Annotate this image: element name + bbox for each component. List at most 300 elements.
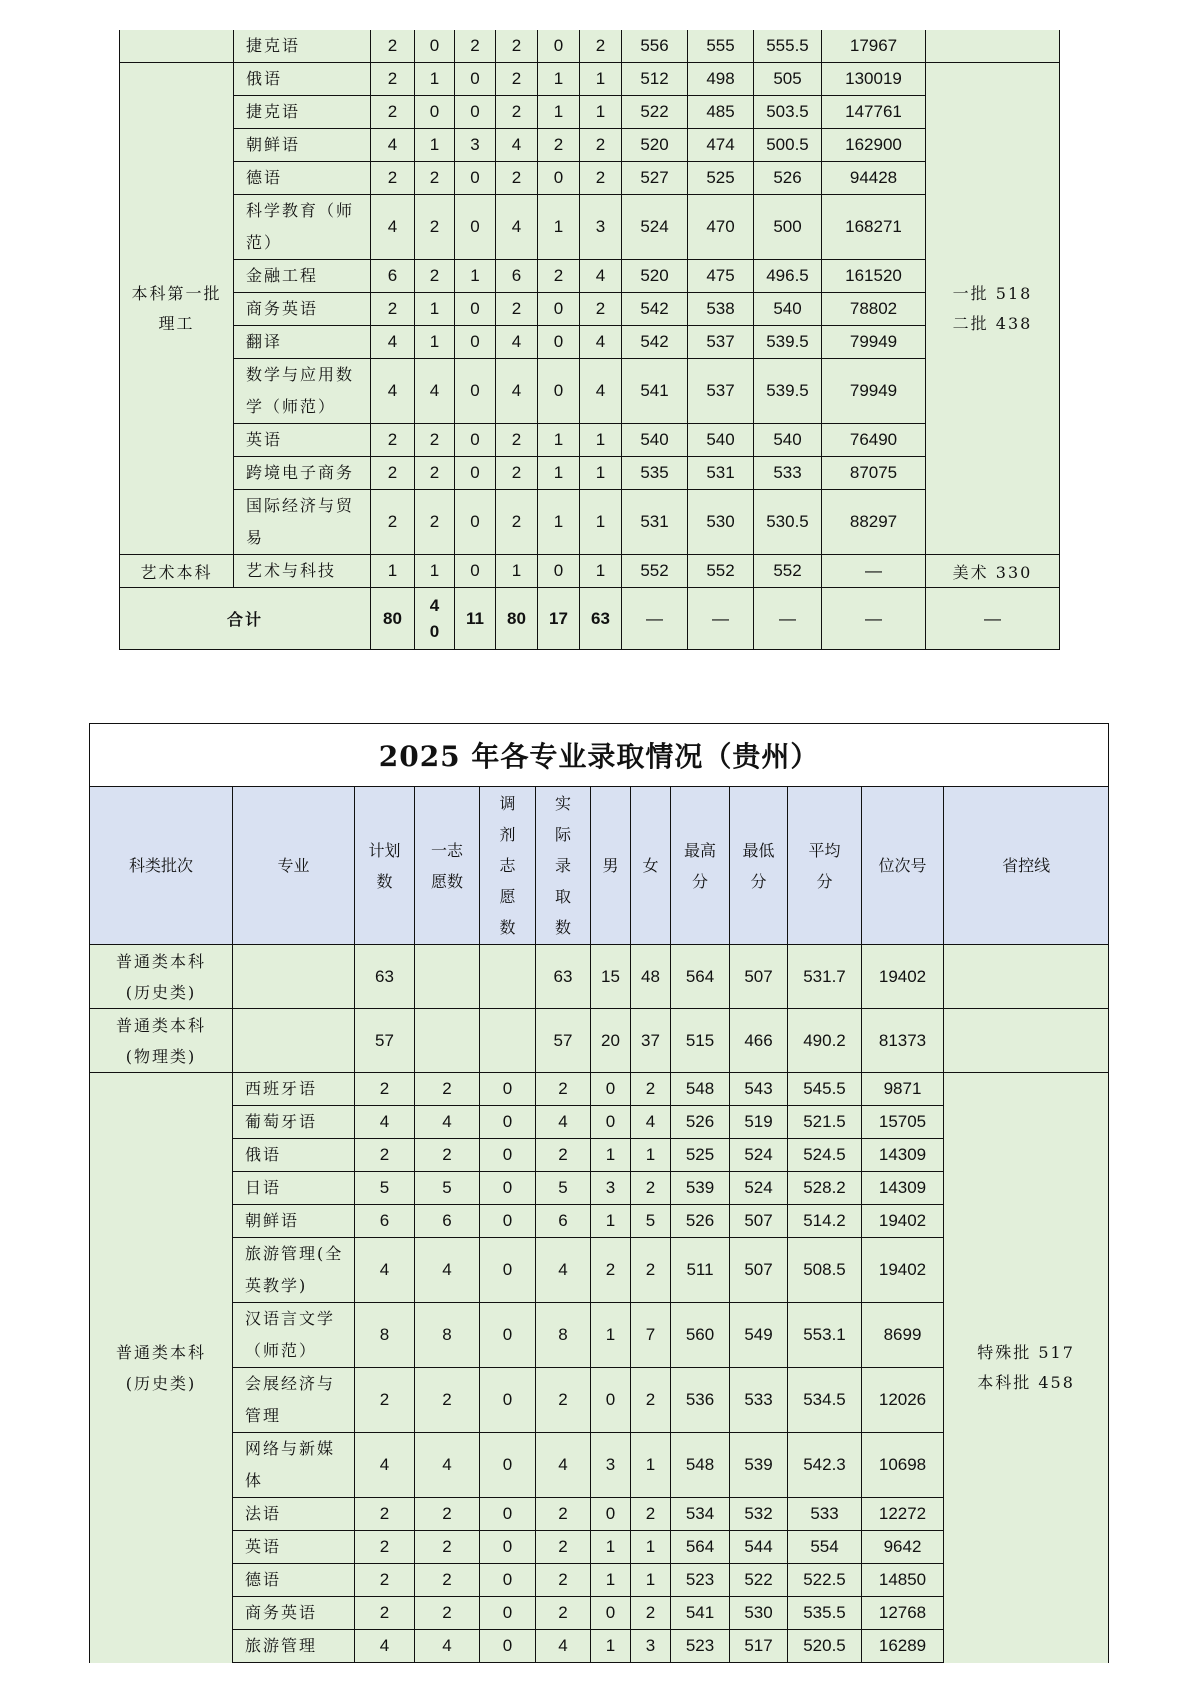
avg-total-cell: —: [754, 588, 822, 650]
actual-cell: 4: [536, 1630, 591, 1663]
rank-cell: 12026: [862, 1368, 944, 1433]
plan-cell: 63: [355, 945, 415, 1009]
min-cell: 524: [730, 1139, 788, 1172]
male-cell: 20: [591, 1009, 631, 1073]
actual-cell: 4: [496, 195, 538, 260]
major-cell: [233, 945, 355, 1009]
major-cell: 翻译: [234, 326, 371, 359]
category-cell: 普通类本科(历史类): [90, 945, 233, 1009]
max-cell: 541: [671, 1597, 730, 1630]
adjust-cell: 0: [480, 1205, 536, 1238]
max-cell: 564: [671, 1531, 730, 1564]
first-cell: 4: [415, 1238, 480, 1303]
major-cell: 英语: [234, 424, 371, 457]
adjust-cell: 0: [455, 63, 496, 96]
header-male: 男: [591, 787, 631, 945]
first-cell: 2: [415, 1368, 480, 1433]
min-cell: 538: [688, 293, 754, 326]
adjust-cell: 0: [480, 1106, 536, 1139]
table-row: [120, 162, 1060, 195]
male-cell: 1: [591, 1531, 631, 1564]
avg-cell: 508.5: [788, 1238, 862, 1303]
table-row-art: [120, 555, 1060, 588]
adjust-cell: 0: [480, 1433, 536, 1498]
plan-cell: 4: [355, 1238, 415, 1303]
plan-cell: 4: [355, 1630, 415, 1663]
min-total-cell: —: [688, 588, 754, 650]
rank-cell: 87075: [822, 457, 926, 490]
female-cell: 1: [580, 490, 622, 555]
min-cell: 474: [688, 129, 754, 162]
first-cell: 8: [415, 1303, 480, 1368]
max-cell: 531: [622, 490, 688, 555]
avg-cell: 526: [754, 162, 822, 195]
male-cell: 0: [538, 293, 580, 326]
actual-cell: 6: [496, 260, 538, 293]
female-cell: 2: [631, 1597, 671, 1630]
plan-cell: 2: [371, 162, 415, 195]
max-cell: 552: [622, 555, 688, 588]
admission-table-guizhou: [89, 723, 1109, 1663]
max-cell: 525: [671, 1139, 730, 1172]
first-cell: 1: [415, 63, 455, 96]
summary-row: [90, 1009, 1109, 1073]
category-cell: 普通类本科(历史类): [90, 1073, 233, 1663]
min-cell: 498: [688, 63, 754, 96]
male-cell: 15: [591, 945, 631, 1009]
table-row: [120, 129, 1060, 162]
min-cell: 549: [730, 1303, 788, 1368]
actual-cell: 8: [536, 1303, 591, 1368]
adjust-cell: 0: [480, 1139, 536, 1172]
avg-cell: 542.3: [788, 1433, 862, 1498]
avg-cell: 533: [754, 457, 822, 490]
table-row: [120, 457, 1060, 490]
plan-cell: 4: [371, 359, 415, 424]
rank-cell: 81373: [862, 1009, 944, 1073]
major-cell: 朝鲜语: [234, 129, 371, 162]
female-cell: 48: [631, 945, 671, 1009]
actual-cell: 57: [536, 1009, 591, 1073]
first-cell: 2: [415, 490, 455, 555]
max-cell: 524: [622, 195, 688, 260]
table-title-row: [90, 724, 1109, 787]
female-cell: 2: [631, 1073, 671, 1106]
avg-cell: 505: [754, 63, 822, 96]
min-cell: 543: [730, 1073, 788, 1106]
first-cell: 2: [415, 424, 455, 457]
max-cell: 536: [671, 1368, 730, 1433]
min-cell: 470: [688, 195, 754, 260]
actual-cell: 6: [536, 1205, 591, 1238]
category-cell: [120, 63, 234, 555]
avg-cell: 530.5: [754, 490, 822, 555]
first-cell: 4: [415, 1106, 480, 1139]
header-adjust-text: 调剂志愿数: [499, 794, 516, 937]
rank-cell: 10698: [862, 1433, 944, 1498]
major-cell: 跨境电子商务: [234, 457, 371, 490]
actual-cell: 2: [496, 162, 538, 195]
actual-cell: 2: [496, 293, 538, 326]
rank-cell: 16289: [862, 1630, 944, 1663]
female-cell: 1: [580, 96, 622, 129]
actual-cell: 2: [536, 1139, 591, 1172]
header-first: [415, 787, 480, 945]
female-cell: 2: [580, 293, 622, 326]
min-cell: 537: [688, 359, 754, 424]
major-cell: 葡萄牙语: [233, 1106, 355, 1139]
max-cell: 535: [622, 457, 688, 490]
actual-cell: 2: [536, 1564, 591, 1597]
male-cell: 0: [538, 555, 580, 588]
header-plan: [355, 787, 415, 945]
first-cell: 2: [415, 457, 455, 490]
plan-cell: 6: [371, 260, 415, 293]
major-cell: 网络与新媒体: [233, 1433, 355, 1498]
male-cell: 2: [538, 129, 580, 162]
adjust-cell: 0: [455, 195, 496, 260]
rank-cell: 14309: [862, 1172, 944, 1205]
plan-cell: 2: [355, 1597, 415, 1630]
rank-cell: 17967: [822, 30, 926, 63]
female-cell: 4: [580, 359, 622, 424]
max-cell: 540: [622, 424, 688, 457]
first-cell: 2: [415, 195, 455, 260]
table-title: 2025 年各专业录取情况（贵州）: [90, 724, 1109, 787]
rank-cell: 147761: [822, 96, 926, 129]
plan-cell: 4: [371, 326, 415, 359]
major-cell: 德语: [233, 1564, 355, 1597]
major-cell: 捷克语: [234, 96, 371, 129]
adjust-cell: 0: [480, 1368, 536, 1433]
avg-cell: 531.7: [788, 945, 862, 1009]
rank-cell: 14850: [862, 1564, 944, 1597]
rank-cell: 12768: [862, 1597, 944, 1630]
max-cell: 522: [622, 96, 688, 129]
header-first-text: 一志愿数: [431, 840, 464, 891]
adjust-cell: 0: [480, 1073, 536, 1106]
female-cell: 1: [631, 1139, 671, 1172]
actual-cell: 4: [496, 129, 538, 162]
female-cell: 2: [580, 162, 622, 195]
table-row: [120, 490, 1060, 555]
min-cell: 539: [730, 1433, 788, 1498]
first-cell: 2: [415, 1531, 480, 1564]
min-cell: 519: [730, 1106, 788, 1139]
max-cell: 556: [622, 30, 688, 63]
male-cell: 1: [591, 1205, 631, 1238]
female-cell: 1: [580, 63, 622, 96]
rank-cell: 88297: [822, 490, 926, 555]
male-cell: 0: [538, 326, 580, 359]
male-cell: 0: [591, 1368, 631, 1433]
adjust-cell: 0: [480, 1172, 536, 1205]
actual-cell: 4: [496, 326, 538, 359]
header-rank: 位次号: [862, 787, 944, 945]
header-min: [730, 787, 788, 945]
male-cell: 1: [591, 1564, 631, 1597]
rank-cell: 168271: [822, 195, 926, 260]
major-cell: 商务英语: [233, 1597, 355, 1630]
first-cell: 2: [415, 1498, 480, 1531]
max-cell: 511: [671, 1238, 730, 1303]
first-cell: 4: [415, 1433, 480, 1498]
male-cell: 0: [591, 1073, 631, 1106]
first-cell: [415, 1009, 480, 1073]
max-cell: 526: [671, 1106, 730, 1139]
avg-cell: 500: [754, 195, 822, 260]
actual-cell: 63: [536, 945, 591, 1009]
plan-cell: 2: [355, 1531, 415, 1564]
min-cell: 517: [730, 1630, 788, 1663]
first-cell: 0: [415, 30, 455, 63]
rank-cell: 14309: [862, 1139, 944, 1172]
admission-table-continued: [119, 30, 1060, 650]
max-cell: 526: [671, 1205, 730, 1238]
max-cell: 548: [671, 1073, 730, 1106]
plan-total-cell: 80: [371, 588, 415, 650]
adjust-cell: [480, 945, 536, 1009]
control-line-2: 二批 438: [952, 313, 1033, 333]
plan-cell: 2: [355, 1498, 415, 1531]
female-cell: 4: [580, 260, 622, 293]
avg-cell: 496.5: [754, 260, 822, 293]
avg-cell: 520.5: [788, 1630, 862, 1663]
min-cell: 530: [688, 490, 754, 555]
avg-cell: 553.1: [788, 1303, 862, 1368]
adjust-cell: 0: [455, 359, 496, 424]
adjust-cell: 0: [480, 1531, 536, 1564]
male-cell: 2: [538, 260, 580, 293]
plan-cell: 2: [371, 293, 415, 326]
major-cell: 朝鲜语: [233, 1205, 355, 1238]
min-cell: 552: [688, 555, 754, 588]
max-cell: 523: [671, 1630, 730, 1663]
female-cell: 1: [580, 555, 622, 588]
major-cell: 英语: [233, 1531, 355, 1564]
male-cell: 0: [538, 162, 580, 195]
min-cell: 507: [730, 1205, 788, 1238]
male-cell: 1: [591, 1630, 631, 1663]
adjust-cell: 0: [480, 1238, 536, 1303]
rank-cell: 94428: [822, 162, 926, 195]
avg-cell: 500.5: [754, 129, 822, 162]
avg-cell: 555.5: [754, 30, 822, 63]
actual-cell: 2: [536, 1597, 591, 1630]
female-cell: 3: [631, 1630, 671, 1663]
control-cell-empty: [926, 30, 1060, 63]
female-cell: 5: [631, 1205, 671, 1238]
min-cell: 485: [688, 96, 754, 129]
adjust-cell: 0: [455, 326, 496, 359]
first-cell: 1: [415, 326, 455, 359]
avg-cell: 533: [788, 1498, 862, 1531]
max-cell: 542: [622, 326, 688, 359]
plan-cell: 2: [355, 1139, 415, 1172]
header-max: [671, 787, 730, 945]
rank-cell: 79949: [822, 359, 926, 424]
min-cell: 555: [688, 30, 754, 63]
header-max-text: 最高分: [684, 840, 717, 891]
actual-total-cell: 80: [496, 588, 538, 650]
avg-cell: 521.5: [788, 1106, 862, 1139]
header-actual-text: 实际录取数: [555, 794, 572, 937]
max-cell: 515: [671, 1009, 730, 1073]
female-cell: 4: [580, 326, 622, 359]
min-cell: 507: [730, 1238, 788, 1303]
first-cell: 2: [415, 1564, 480, 1597]
male-cell: 1: [538, 457, 580, 490]
first-cell: 2: [415, 162, 455, 195]
male-cell: 3: [591, 1172, 631, 1205]
control-line-1: 特殊批 517: [977, 1342, 1075, 1362]
max-cell: 520: [622, 260, 688, 293]
female-cell: 2: [631, 1172, 671, 1205]
control-line-cell: [944, 1009, 1109, 1073]
major-cell: 科学教育（师范）: [234, 195, 371, 260]
max-cell: 527: [622, 162, 688, 195]
category-line-2: 理工: [158, 313, 195, 333]
actual-cell: 4: [536, 1433, 591, 1498]
rank-cell: 19402: [862, 1238, 944, 1303]
header-female: 女: [631, 787, 671, 945]
header-plan-text: 计划数: [368, 840, 401, 891]
table-row: [120, 293, 1060, 326]
avg-cell: 490.2: [788, 1009, 862, 1073]
adjust-cell: 0: [455, 424, 496, 457]
adjust-total-cell: 11: [455, 588, 496, 650]
major-cell: 捷克语: [234, 30, 371, 63]
min-cell: 540: [688, 424, 754, 457]
rank-cell: 9871: [862, 1073, 944, 1106]
summary-row: [90, 945, 1109, 1009]
plan-cell: 2: [355, 1368, 415, 1433]
male-cell: 0: [538, 30, 580, 63]
rank-cell: 9642: [862, 1531, 944, 1564]
plan-cell: 8: [355, 1303, 415, 1368]
adjust-cell: 0: [480, 1498, 536, 1531]
female-cell: 2: [580, 30, 622, 63]
rank-cell: 162900: [822, 129, 926, 162]
male-cell: 1: [591, 1303, 631, 1368]
first-cell: 4: [415, 1630, 480, 1663]
major-cell: [233, 1009, 355, 1073]
avg-cell: 522.5: [788, 1564, 862, 1597]
rank-cell: 76490: [822, 424, 926, 457]
female-cell: 2: [631, 1498, 671, 1531]
major-cell: 汉语言文学（师范）: [233, 1303, 355, 1368]
header-row: [90, 787, 1109, 945]
header-control: 省控线: [944, 787, 1109, 945]
major-cell: 俄语: [234, 63, 371, 96]
major-cell: 旅游管理(全英教学): [233, 1238, 355, 1303]
max-cell: 539: [671, 1172, 730, 1205]
plan-cell: 4: [355, 1433, 415, 1498]
actual-cell: 2: [496, 30, 538, 63]
header-adjust: [480, 787, 536, 945]
avg-cell: 545.5: [788, 1073, 862, 1106]
male-cell: 1: [538, 490, 580, 555]
avg-cell: 540: [754, 293, 822, 326]
table-row: [120, 424, 1060, 457]
avg-cell: 554: [788, 1531, 862, 1564]
avg-cell: 514.2: [788, 1205, 862, 1238]
max-cell: 512: [622, 63, 688, 96]
actual-cell: 2: [536, 1368, 591, 1433]
min-cell: 525: [688, 162, 754, 195]
avg-cell: 528.2: [788, 1172, 862, 1205]
first-cell: 2: [415, 1139, 480, 1172]
major-cell: 法语: [233, 1498, 355, 1531]
plan-cell: 57: [355, 1009, 415, 1073]
min-cell: 524: [730, 1172, 788, 1205]
adjust-cell: 0: [455, 293, 496, 326]
first-cell: 6: [415, 1205, 480, 1238]
adjust-cell: 2: [455, 30, 496, 63]
major-cell: 日语: [233, 1172, 355, 1205]
max-cell: 542: [622, 293, 688, 326]
actual-cell: 2: [536, 1531, 591, 1564]
male-cell: 1: [538, 195, 580, 260]
female-total-cell: 63: [580, 588, 622, 650]
category-cell: 普通类本科(物理类): [90, 1009, 233, 1073]
first-cell: 1: [415, 555, 455, 588]
male-cell: 3: [591, 1433, 631, 1498]
first-cell: 1: [415, 293, 455, 326]
rank-cell: 79949: [822, 326, 926, 359]
avg-cell: 539.5: [754, 326, 822, 359]
control-line-2: 本科批 458: [977, 1372, 1075, 1392]
actual-cell: 2: [496, 96, 538, 129]
control-line-cell: [944, 1073, 1109, 1663]
rank-cell: —: [822, 555, 926, 588]
avg-cell: 552: [754, 555, 822, 588]
major-cell: 商务英语: [234, 293, 371, 326]
plan-cell: 4: [371, 195, 415, 260]
plan-cell: 4: [371, 129, 415, 162]
header-major: 专业: [233, 787, 355, 945]
major-cell: 德语: [234, 162, 371, 195]
header-avg: [788, 787, 862, 945]
category-cell-empty: [120, 30, 234, 63]
plan-cell: 6: [355, 1205, 415, 1238]
first-cell: 2: [415, 260, 455, 293]
male-cell: 1: [538, 96, 580, 129]
plan-cell: 2: [371, 457, 415, 490]
rank-cell: 12272: [862, 1498, 944, 1531]
min-cell: 532: [730, 1498, 788, 1531]
avg-cell: 540: [754, 424, 822, 457]
avg-cell: 524.5: [788, 1139, 862, 1172]
actual-cell: 2: [496, 424, 538, 457]
adjust-cell: 0: [480, 1564, 536, 1597]
table-row: [120, 260, 1060, 293]
control-line-1: 一批 518: [952, 283, 1033, 303]
table-row: [120, 195, 1060, 260]
max-cell: 560: [671, 1303, 730, 1368]
rank-total-cell: —: [822, 588, 926, 650]
table-row: [120, 30, 1060, 63]
plan-cell: 2: [371, 424, 415, 457]
header-category: 科类批次: [90, 787, 233, 945]
actual-cell: 5: [536, 1172, 591, 1205]
actual-cell: 2: [496, 63, 538, 96]
plan-cell: 4: [355, 1106, 415, 1139]
actual-cell: 4: [536, 1238, 591, 1303]
avg-cell: 535.5: [788, 1597, 862, 1630]
actual-cell: 2: [496, 457, 538, 490]
max-total-cell: —: [622, 588, 688, 650]
